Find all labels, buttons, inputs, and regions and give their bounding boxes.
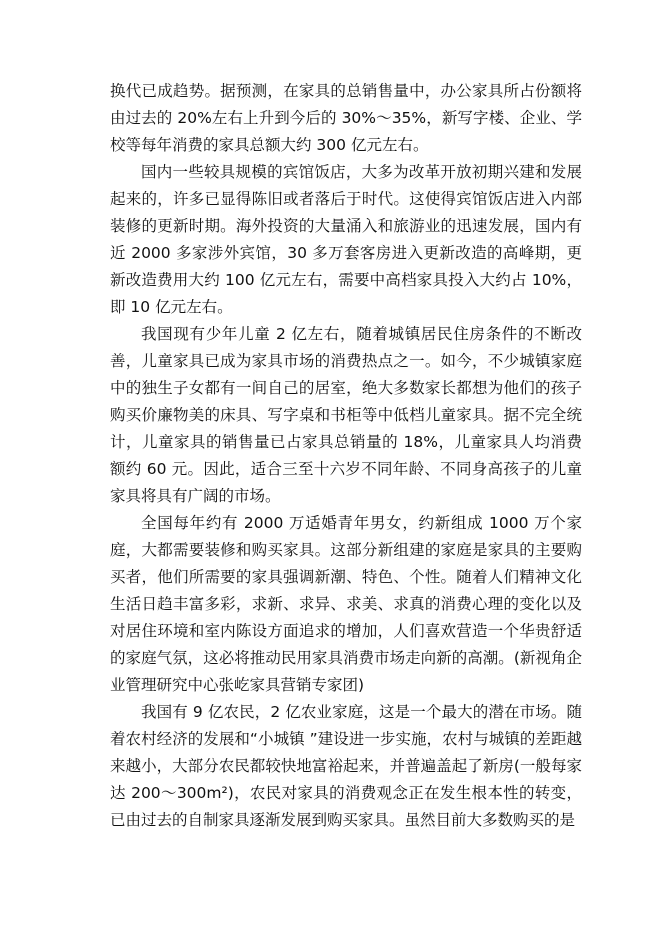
document-body <box>110 78 582 834</box>
paragraph-children-furniture: 我国现有少年儿童 2 亿左右，随着城镇居民住房条件的不断改善，儿童家具已成为家具市场的消费热点之一。如今，不少城镇家庭中的独生子女都有一间自己的居室，绝大多数家长都想为他们的孩子购买价廉物美的床具、写字桌和书柜等中低档儿童家具。据不完全统计，儿童家具的销售量已占家具总销量的 18%，儿童家具人均消费额约 60 元。因此，适合三至十六岁不同年龄、不同身高孩子的儿童家具将具有广阔的市场。 <box>110 325 582 505</box>
paragraph-office-furniture: 换代已成趋势。据预测，在家具的总销售量中，办公家具所占份额将由过去的 20%左右上升到今后的 30%～35%，新写字楼、企业、学校等每年消费的家具总额大约 300 亿元左右。 <box>110 82 582 154</box>
paragraph-rural-furniture: 我国有 9 亿农民，2 亿农业家庭，这是一个最大的潜在市场。随着农村经济的发展和“小城镇 ”建设进一步实施，农村与城镇的差距越来越小，大部分农民都较快地富裕起来，并普遍盖起了新房(一般每家达 200～300m²)，农民对家具的消费观念正在发生根本性的转变，已由过去的自制家具逐渐发展到购买家具。虽然目前大多数购买的是 <box>110 703 582 829</box>
paragraph-newlywed-furniture: 全国每年约有 2000 万适婚青年男女，约新组成 1000 万个家庭，大都需要装修和购买家具。这部分新组建的家庭是家具的主要购买者，他们所需要的家具强调新潮、特色、个性。随着人们精神文化生活日趋丰富多彩，求新、求异、求美、求真的消费心理的变化以及对居住环境和室内陈设方面追求的增加，人们喜欢营造一个华贵舒适的家庭气氛，这必将推动民用家具消费市场走向新的高潮。(新视角企业管理研究中心张屹家具营销专家团) <box>110 514 582 694</box>
paragraph-hotel-furniture: 国内一些较具规模的宾馆饭店，大多为改革开放初期兴建和发展起来的，许多已显得陈旧或者落后于时代。这使得宾馆饭店进入内部装修的更新时期。海外投资的大量涌入和旅游业的迅速发展，国内有近 2000 多家涉外宾馆，30 多万套客房进入更新改造的高峰期，更新改造费用大约 100 亿元左右，需要中高档家具投入大约占 10%，即 10 亿元左右。 <box>110 163 582 316</box>
